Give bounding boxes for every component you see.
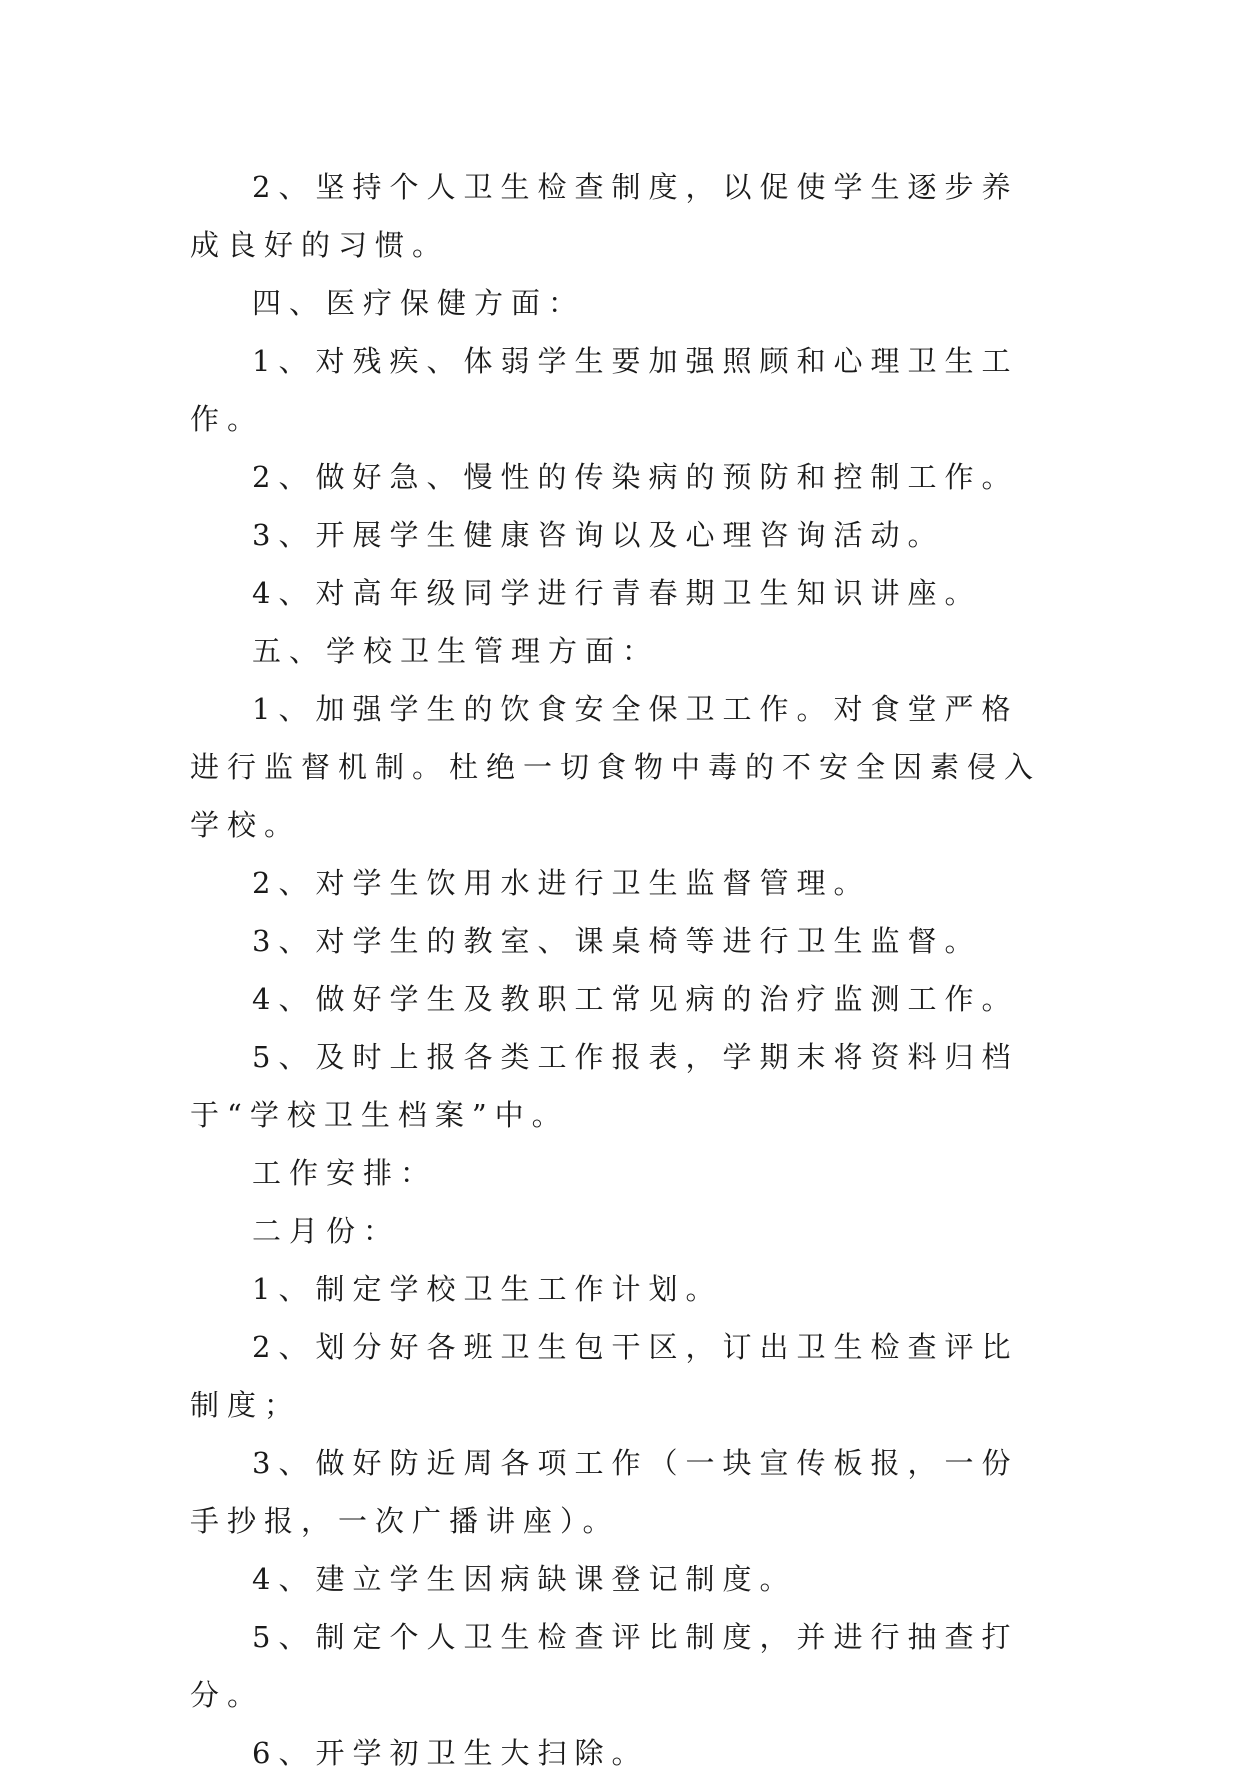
paragraph-9: 2、对学生饮用水进行卫生监督管理。 — [252, 866, 871, 900]
paragraph-19: 5、制定个人卫生检查评比制度，并进行抽查打分。 — [190, 1620, 1019, 1712]
paragraph-18: 4、建立学生因病缺课登记制度。 — [252, 1562, 797, 1596]
paragraph-3: 1、对残疾、体弱学生要加强照顾和心理卫生工作。 — [190, 344, 1019, 436]
paragraph-5: 3、开展学生健康咨询以及心理咨询活动。 — [252, 518, 945, 552]
paragraph-8: 1、加强学生的饮食安全保卫工作。对食堂严格进行监督机制。杜绝一切食物中毒的不安全因素侵入学校。 — [190, 692, 1042, 842]
section-heading-work-plan: 工作安排： — [252, 1156, 438, 1190]
paragraph-11: 4、做好学生及教职工常见病的治疗监测工作。 — [252, 982, 1019, 1016]
paragraph-12: 5、及时上报各类工作报表，学期末将资料归档于“学校卫生档案”中。 — [190, 1040, 1019, 1132]
paragraph-6: 4、对高年级同学进行青春期卫生知识讲座。 — [252, 576, 982, 610]
paragraph-15: 1、制定学校卫生工作计划。 — [252, 1272, 723, 1306]
paragraph-20: 6、开学初卫生大扫除。 — [252, 1736, 649, 1770]
paragraph-1: 2、坚持个人卫生检查制度，以促使学生逐步养成良好的习惯。 — [190, 170, 1019, 262]
section-heading-medical-care: 四、医疗保健方面： — [252, 286, 586, 320]
section-heading-february: 二月份： — [252, 1214, 401, 1248]
paragraph-17: 3、做好防近周各项工作（一块宣传板报，一份手抄报，一次广播讲座）。 — [190, 1446, 1019, 1538]
paragraph-10: 3、对学生的教室、课桌椅等进行卫生监督。 — [252, 924, 982, 958]
document-body — [190, 158, 1050, 1782]
paragraph-16: 2、划分好各班卫生包干区，订出卫生检查评比制度； — [190, 1330, 1019, 1422]
paragraph-4: 2、做好急、慢性的传染病的预防和控制工作。 — [252, 460, 1019, 494]
section-heading-school-hygiene: 五、学校卫生管理方面： — [252, 634, 660, 668]
